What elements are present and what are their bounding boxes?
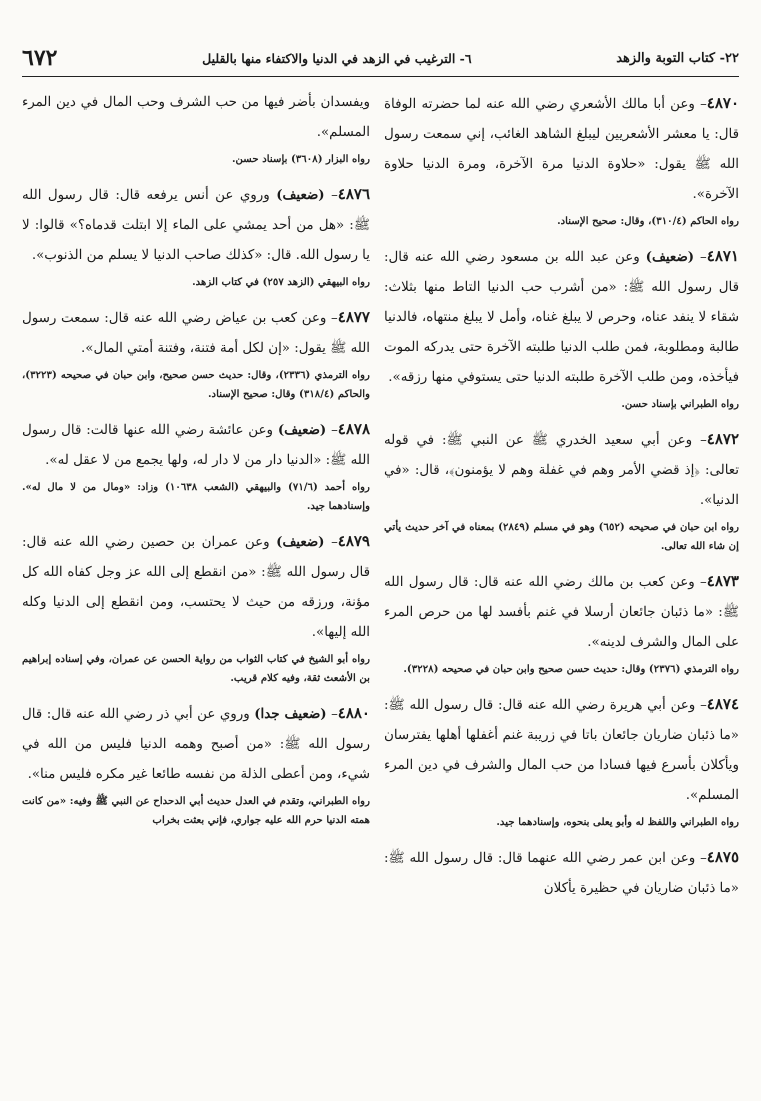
right-column [384, 88, 739, 1088]
hadith-body: وعن أبي سعيد الخدري ﷺ عن النبي ﷺ: في قوله تعالى: ﴿إذ قضي الأمر وهم في غفلة وهم لا يؤمنون﴾، قال: «في الدنيا». [384, 433, 739, 508]
hadith-text: ٤٨٧٠– وعن أبا مالك الأشعري رضي الله عنه لما حضرته الوفاة قال: يا معشر الأشعريين ليبلغ الشاهد الغائب، إني سمعت رسول الله ﷺ يقول: «حلاوة الدنيا مرة الآخرة، ومرة الدنيا حلاوة الآخرة». [384, 94, 739, 202]
hadith-number: ٤٨٧٦ [337, 185, 370, 203]
hadith-body: وعن عمران بن حصين رضي الله عنه قال: قال رسول الله ﷺ: «من انقطع إلى الله عز وجل كفاه الله كل مؤنة، ورزقه من حيث لا يحتسب، ومن انقطع إلى الدنيا وكله الله إليها». [22, 535, 370, 640]
hadith-entry [22, 698, 370, 830]
hadith-entry [384, 689, 739, 832]
hadith-grade: (ضعيف جدا) [254, 706, 327, 722]
hadith-source: رواه الحاكم (٣١٠/٤)، وقال: صحيح الإسناد. [557, 215, 739, 227]
book-title: ٢٢- كتاب التوبة والزهد [616, 50, 739, 66]
page-number: ٦٧٢ [22, 45, 58, 71]
hadith-body: وعن عائشة رضي الله عنها قالت: قال رسول الله ﷺ: «الدنيا دار من لا دار له، ولها يجمع من لا عقل له». [22, 423, 370, 468]
hadith-source: رواه أبو الشيخ في كتاب الثواب من رواية الحسن عن عمران، وفي إسناده إبراهيم بن الأشعث ثقة، وفيه كلام قريب. [22, 653, 370, 684]
hadith-text: ٤٨٧٤– وعن أبي هريرة رضي الله عنه قال: قال رسول الله ﷺ: «ما ذئبان ضاريان جائعان باتا في زريبة غنم أغفلها أهلها يفترسان ويأكلان بأسرع فيها فسادا من حب المال والشرف في دين المرء المسلم». [384, 695, 739, 803]
hadith-body: وعن عبد الله بن مسعود رضي الله عنه قال: قال رسول الله ﷺ: «من أشرب حب الدنيا التاط منها بثلاث: شقاء لا ينفد عناه، وحرص لا يبلغ غناه، وأمل لا يبلغ منتهاه، فالدنيا طالبة ومطلوبة، فمن طلب الدنيا طلبته الآخرة حتى يدركه الموت فيأخذه، ومن طلب الآخرة طلبته الدنيا حتى يستوفي منها رزقه». [384, 250, 739, 385]
hadith-source: رواه الترمذي (٢٣٧٦) وقال: حديث حسن صحيح وابن حبان في صحيحه (٣٢٢٨). [403, 663, 739, 675]
hadith-source: رواه أحمد (٧١/٦) والبيهقي (الشعب ١٠٦٣٨) وزاد: «ومال من لا مال له». وإسنادهما جيد. [22, 481, 370, 512]
hadith-text: ٤٨٧١– (ضعيف) وعن عبد الله بن مسعود رضي الله عنه قال: قال رسول الله ﷺ: «من أشرب حب الدنيا التاط منها بثلاث: شقاء لا ينفد عناه، وحرص لا يبلغ غناه، وأمل لا يبلغ منتهاه، فالدنيا طالبة ومطلوبة، فمن طلب الدنيا طلبته الآخرة حتى يدركه الموت فيأخذه، ومن طلب الآخرة طلبته الدنيا حتى يستوفي منها رزقه». [384, 247, 739, 385]
hadith-body: وعن كعب بن عياض رضي الله عنه قال: سمعت رسول الله ﷺ يقول: «إن لكل أمة فتنة، وفتنة أمتي المال». [22, 311, 370, 356]
hadith-body: وعن ابن عمر رضي الله عنهما قال: قال رسول الله ﷺ: «ما ذئبان ضاريان في حظيرة يأكلان [384, 851, 739, 896]
hadith-entry [384, 424, 739, 556]
hadith-entry [384, 566, 739, 679]
hadith-body: وروي عن أنس يرفعه قال: قال رسول الله ﷺ: «هل من أحد يمشي على الماء إلا ابتلت قدماه؟» قالوا: لا يا رسول الله. قال: «كذلك صاحب الدنيا لا يسلم من الذنوب». [22, 188, 370, 263]
hadith-source: رواه ابن حبان في صحيحه (٦٥٢) وهو في مسلم (٢٨٤٩) بمعناه في آخر حديث يأتي إن شاء الله تعالى. [384, 521, 739, 552]
hadith-text: ٤٨٧٦– (ضعيف) وروي عن أنس يرفعه قال: قال رسول الله ﷺ: «هل من أحد يمشي على الماء إلا ابتلت قدماه؟» قالوا: لا يا رسول الله. قال: «كذلك صاحب الدنيا لا يسلم من الذنوب». [22, 185, 370, 263]
hadith-number: ٤٨٨٠ [337, 704, 370, 722]
hadith-number: ٤٨٧٥ [706, 848, 739, 866]
hadith-entry [384, 88, 739, 231]
hadith-grade: (ضعيف) [276, 187, 325, 203]
hadith-body: وعن كعب بن مالك رضي الله عنه قال: قال رسول الله ﷺ: «ما ذئبان جائعان أرسلا في غنم بأفسد لها من حرص المرء على المال والشرف لدينه». [384, 575, 739, 650]
hadith-number: ٤٨٧١ [706, 247, 739, 265]
hadith-number: ٤٨٧٠ [706, 94, 739, 112]
hadith-entry [384, 241, 739, 414]
hadith-body: ويفسدان بأضر فيها من حب الشرف وحب المال في دين المرء المسلم». [22, 95, 370, 140]
hadith-text: ٤٨٨٠– (ضعيف جدا) وروي عن أبي ذر رضي الله عنه قال: قال رسول الله ﷺ: «من أصبح وهمه الدنيا فليس من الله في شيء، ومن أعطى الذلة من نفسه طائعا غير مكره فليس منا». [22, 704, 370, 782]
hadith-text: ٤٨٧٥– وعن ابن عمر رضي الله عنهما قال: قال رسول الله ﷺ: «ما ذئبان ضاريان في حظيرة يأكلان [384, 848, 739, 896]
hadith-number: ٤٨٧٨ [337, 420, 370, 438]
hadith-entry [22, 179, 370, 292]
hadith-source: رواه الترمذي (٢٣٣٦)، وقال: حديث حسن صحيح، وابن حبان في صحيحه (٣٢٢٣)، والحاكم (٣١٨/٤) وقال: صحيح الإسناد. [22, 369, 370, 400]
hadith-entry [22, 88, 370, 169]
hadith-body: وعن أبا مالك الأشعري رضي الله عنه لما حضرته الوفاة قال: يا معشر الأشعريين ليبلغ الشاهد الغائب، إني سمعت رسول الله ﷺ يقول: «حلاوة الدنيا مرة الآخرة، ومرة الدنيا حلاوة الآخرة». [384, 97, 739, 202]
hadith-source: رواه البزار (٣٦٠٨) بإسناد حسن. [232, 153, 370, 165]
hadith-source: رواه الطبراني واللفظ له وأبو يعلى بنحوه، وإسنادهما جيد. [496, 816, 739, 828]
hadith-body: وروي عن أبي ذر رضي الله عنه قال: قال رسول الله ﷺ: «من أصبح وهمه الدنيا فليس من الله في شيء، ومن أعطى الذلة من نفسه طائعا غير مكره فليس منا». [22, 707, 370, 782]
hadith-text: ٤٨٧٢– وعن أبي سعيد الخدري ﷺ عن النبي ﷺ: في قوله تعالى: ﴿إذ قضي الأمر وهم في غفلة وهم لا يؤمنون﴾، قال: «في الدنيا». [384, 430, 739, 508]
hadith-source: رواه البيهقي (الزهد ٢٥٧) في كتاب الزهد. [192, 276, 370, 288]
hadith-entry [22, 526, 370, 688]
hadith-number: ٤٨٧٤ [706, 695, 739, 713]
page-header [22, 40, 739, 77]
hadith-grade: (ضعيف) [645, 249, 695, 265]
hadith-body: وعن أبي هريرة رضي الله عنه قال: قال رسول الله ﷺ: «ما ذئبان ضاريان جائعان باتا في زريبة غنم أغفلها أهلها يفترسان ويأكلان بأسرع فيها فسادا من حب المال والشرف في دين المرء المسلم». [384, 698, 739, 803]
hadith-entry [22, 302, 370, 404]
hadith-number: ٤٨٧٧ [337, 308, 370, 326]
hadith-grade: (ضعيف) [277, 422, 327, 438]
hadith-text: ٤٨٧٨– (ضعيف) وعن عائشة رضي الله عنها قالت: قال رسول الله ﷺ: «الدنيا دار من لا دار له، ولها يجمع من لا عقل له». [22, 420, 370, 468]
hadith-number: ٤٨٧٩ [337, 532, 370, 550]
hadith-entry [22, 414, 370, 516]
hadith-text [22, 88, 370, 148]
hadith-source: رواه الطبراني، وتقدم في العدل حديث أبي الدحداح عن النبي ﷺ وفيه: «من كانت همته الدنيا حرم الله عليه جواري، فإني بعثت بخراب [22, 795, 370, 826]
left-column [22, 88, 370, 1088]
hadith-text: ٤٨٧٣– وعن كعب بن مالك رضي الله عنه قال: قال رسول الله ﷺ: «ما ذئبان جائعان أرسلا في غنم بأفسد لها من حرص المرء على المال والشرف لدينه». [384, 572, 739, 650]
hadith-number: ٤٨٧٢ [706, 430, 739, 448]
hadith-grade: (ضعيف) [276, 534, 325, 550]
hadith-source: رواه الطبراني بإسناد حسن. [621, 398, 739, 410]
hadith-entry [384, 842, 739, 904]
chapter-title: ٦- الترغيب في الزهد في الدنيا والاكتفاء منها بالقليل [202, 50, 472, 66]
hadith-text: ٤٨٧٩– (ضعيف) وعن عمران بن حصين رضي الله عنه قال: قال رسول الله ﷺ: «من انقطع إلى الله عز وجل كفاه الله كل مؤنة، ورزقه من حيث لا يحتسب، ومن انقطع إلى الدنيا وكله الله إليها». [22, 532, 370, 640]
hadith-number: ٤٨٧٣ [706, 572, 739, 590]
hadith-text: ٤٨٧٧– وعن كعب بن عياض رضي الله عنه قال: سمعت رسول الله ﷺ يقول: «إن لكل أمة فتنة، وفتنة أمتي المال». [22, 308, 370, 356]
